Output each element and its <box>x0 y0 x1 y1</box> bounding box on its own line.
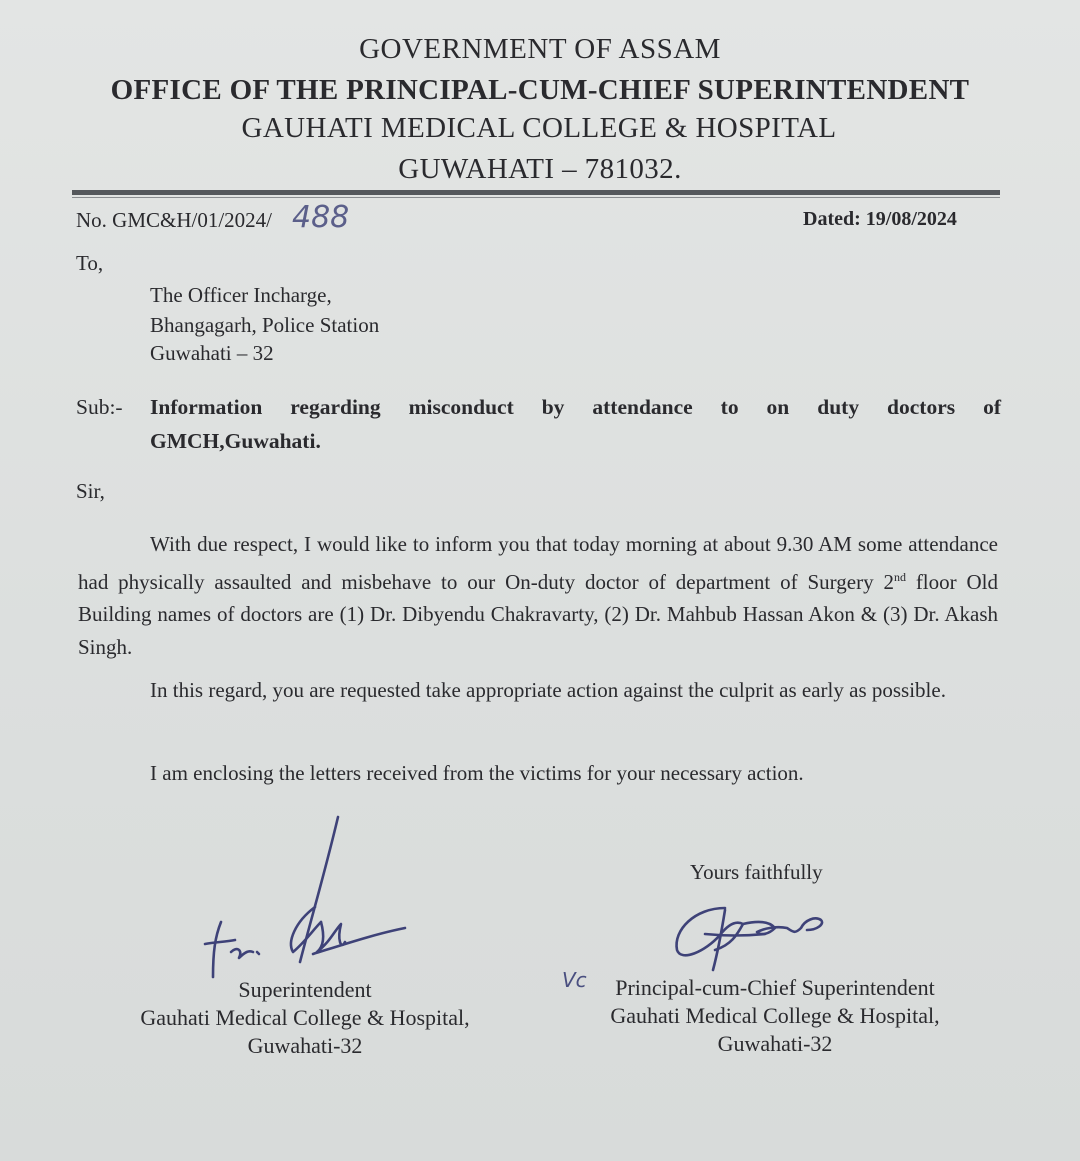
header-college: GAUHATI MEDICAL COLLEGE & HOSPITAL <box>241 112 837 144</box>
right-signature-org: Gauhati Medical College & Hospital, <box>610 1003 940 1028</box>
left-signature-title: Superintendent <box>238 977 372 1002</box>
left-signature-org: Gauhati Medical College & Hospital, <box>140 1005 470 1030</box>
left-signature-block <box>100 976 510 1060</box>
left-signature-place: Guwahati-32 <box>247 1033 363 1058</box>
body-paragraph-1-part-a: With due respect, I would like to inform you that today morning at about 9.30 AM some attendance had physically assaulted and misbehave to our On-duty doctor of department of Surgery 2 <box>78 532 998 594</box>
reference-number-handwritten: 488 <box>292 200 350 235</box>
to-label: To, <box>76 251 104 275</box>
right-signature-title: Principal-cum-Chief Superintendent <box>615 975 935 1000</box>
subject-text-line-2: GMCH,Guwahati. <box>150 429 321 453</box>
recipient-line-1: The Officer Incharge, <box>150 283 332 307</box>
right-signature-block <box>575 974 975 1058</box>
body-paragraph-2 <box>78 674 998 707</box>
subject-text-line-1: Information regarding misconduct by attendance to on duty doctors of <box>150 395 1001 419</box>
header-office: OFFICE OF THE PRINCIPAL-CUM-CHIEF SUPERINTENDENT <box>110 74 970 106</box>
body-paragraph-1 <box>78 528 998 663</box>
body-paragraph-2-text: In this regard, you are requested take appropriate action against the culprit as early as possible. <box>150 678 946 702</box>
header-government: GOVERNMENT OF ASSAM <box>359 33 721 65</box>
header-divider-thin <box>72 197 1000 198</box>
left-signature-icon <box>195 812 435 987</box>
right-signature-place: Guwahati-32 <box>717 1031 833 1056</box>
recipient-line-3: Guwahati – 32 <box>150 341 274 365</box>
reference-number: No. GMC&H/01/2024/ <box>76 208 273 232</box>
right-signature-prefix: Vc <box>562 968 587 992</box>
recipient-line-2: Bhangagarh, Police Station <box>150 313 380 337</box>
greeting: Sir, <box>76 479 105 503</box>
body-paragraph-3-text: I am enclosing the letters received from the victims for your necessary action. <box>150 761 804 785</box>
header-divider <box>72 190 1000 195</box>
body-paragraph-3 <box>78 757 998 790</box>
header-city: GUWAHATI – 781032. <box>398 153 682 185</box>
ordinal-suffix: nd <box>893 569 906 584</box>
subject-label: Sub:- <box>76 395 123 419</box>
right-signature-icon <box>665 890 835 980</box>
body-paragraph-1-part-b: floor Old Building names of doctors are (1) Dr. Dibyendu Chakravarty, (2) Dr. Mahbub Hassan Akon & (3) Dr. Akash Singh. <box>78 569 998 659</box>
closing-yours-faithfully: Yours faithfully <box>690 860 823 884</box>
letter-date: Dated: 19/08/2024 <box>803 208 957 230</box>
